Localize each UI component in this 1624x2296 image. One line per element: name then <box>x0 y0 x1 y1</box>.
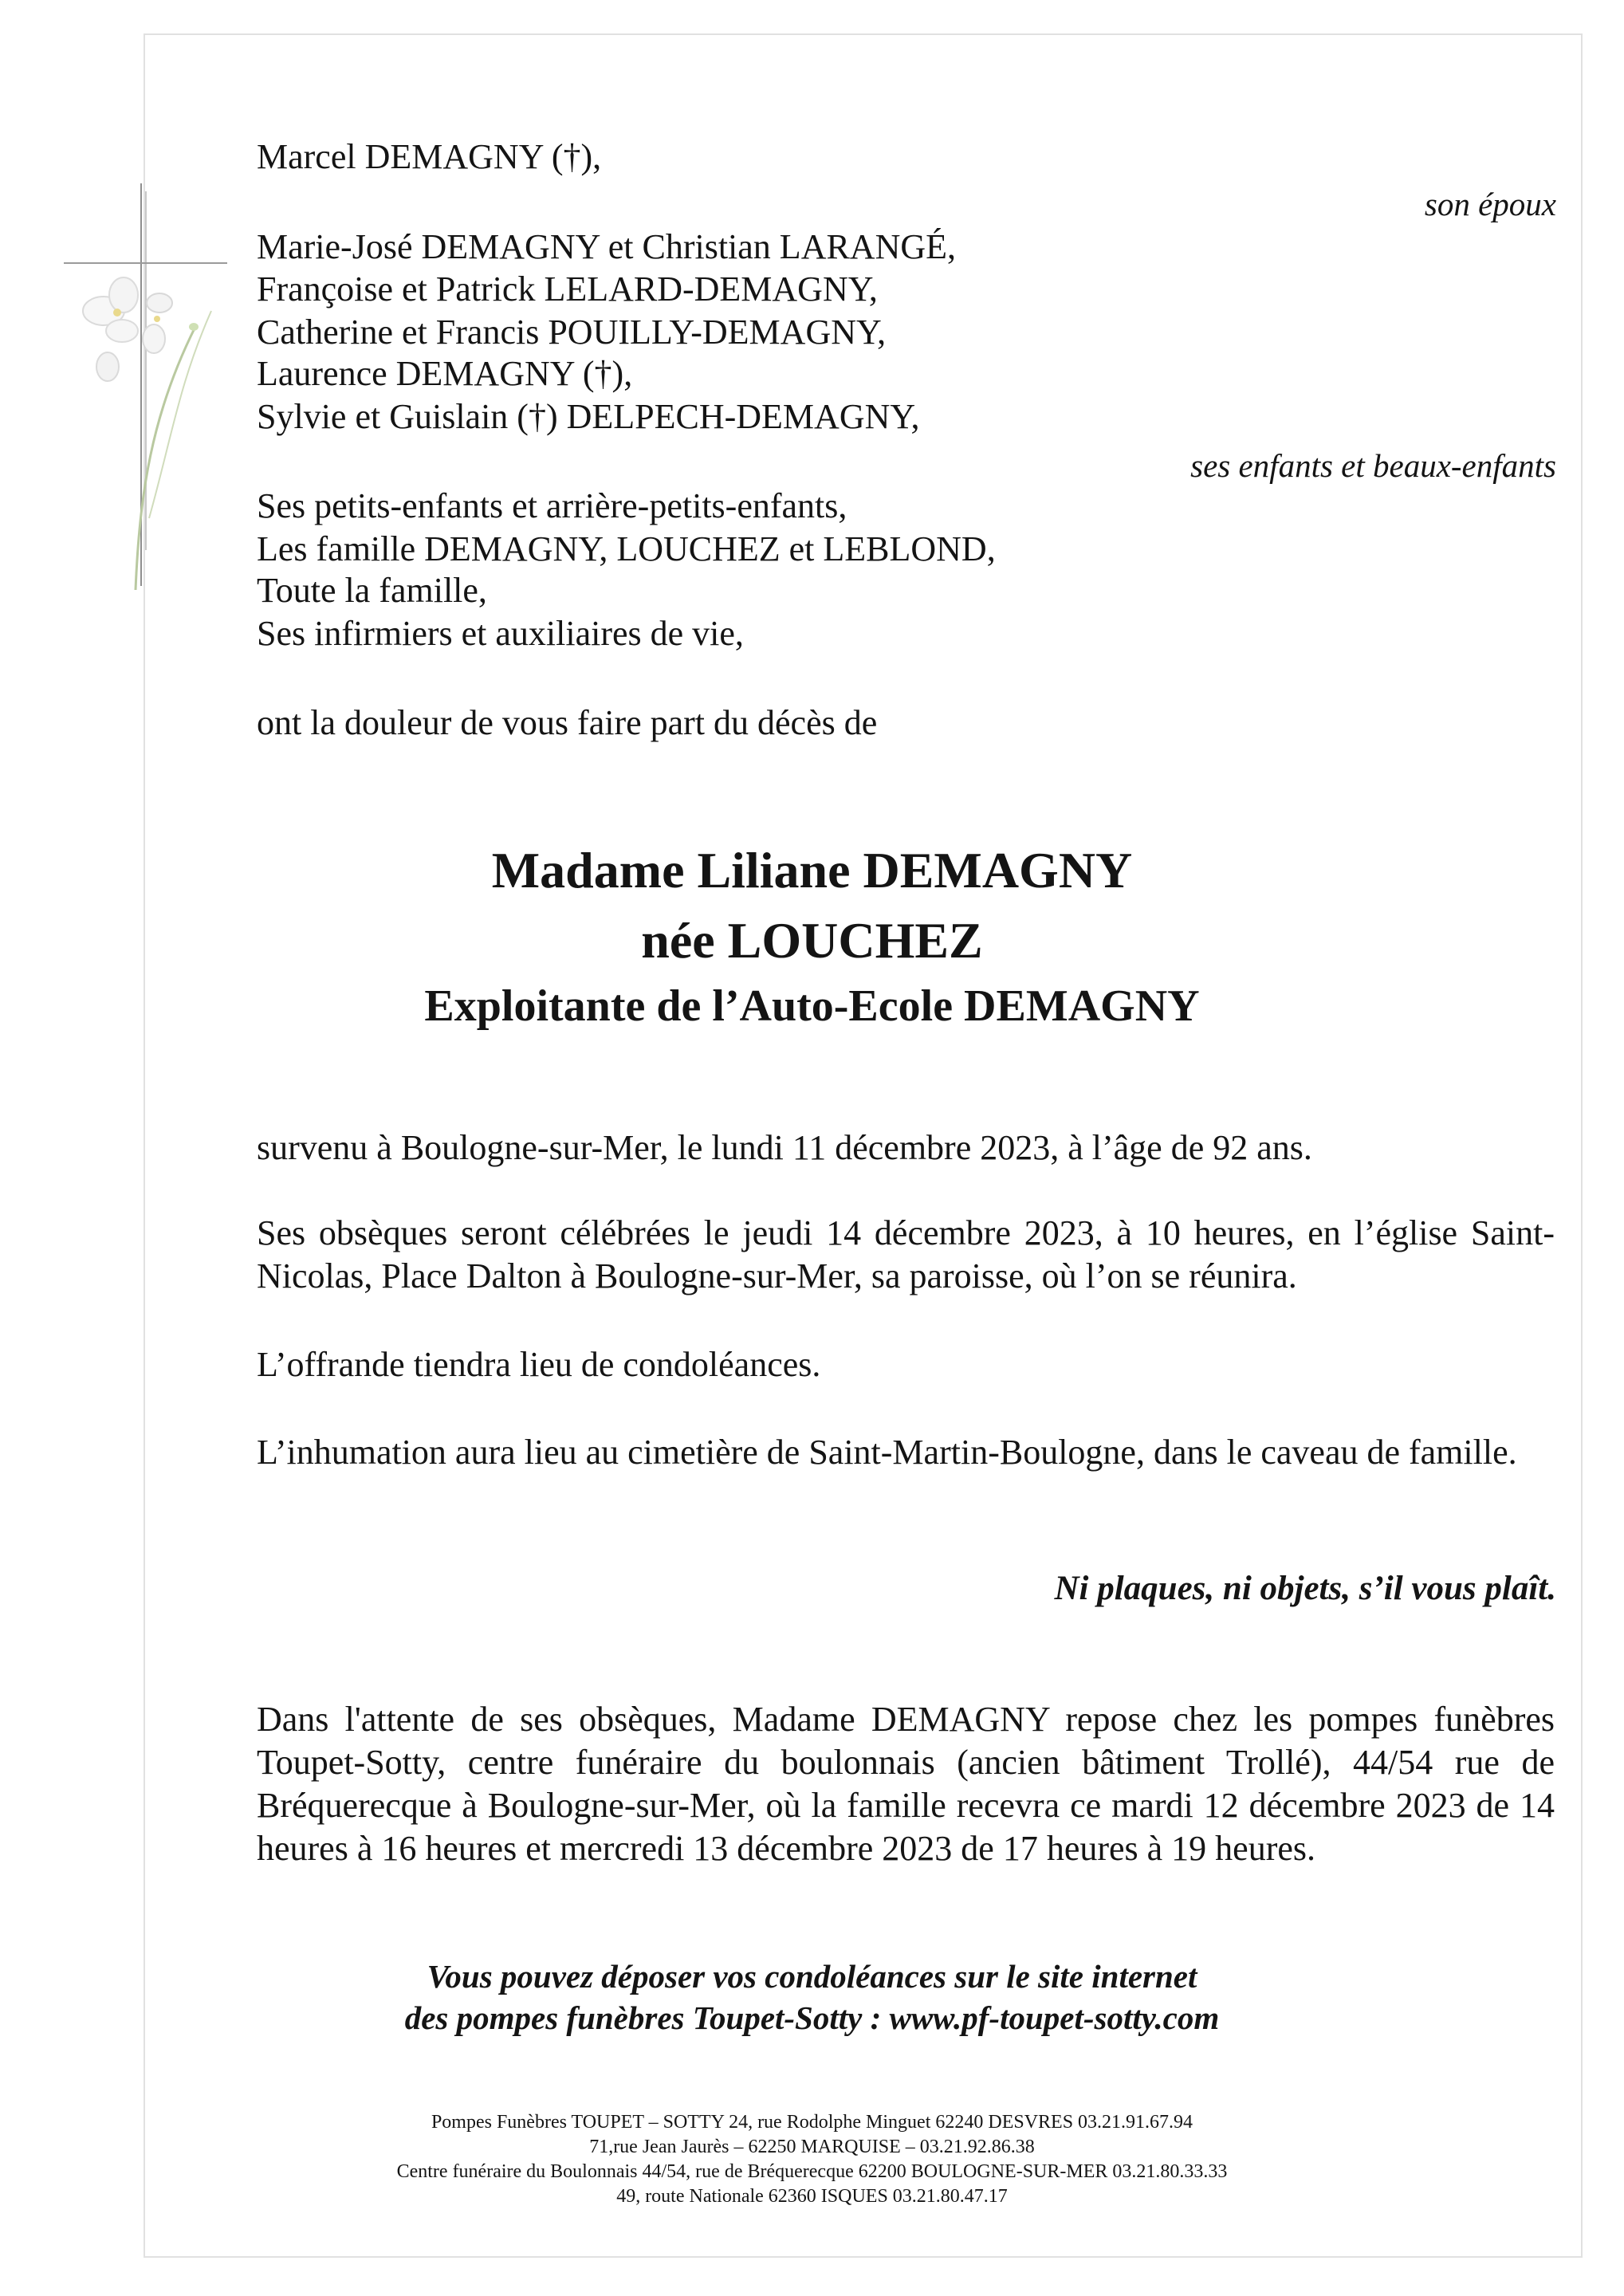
child-line-3: Catherine et Francis POUILLY-DEMAGNY, <box>257 313 887 352</box>
announcement-line: ont la douleur de vous faire part du décès de <box>257 703 878 742</box>
child-line-5: Sylvie et Guislain (†) DELPECH-DEMAGNY, <box>257 397 920 436</box>
children-role: ses enfants et beaux-enfants <box>1190 447 1556 484</box>
death-notice: survenu à Boulogne-sur-Mer, le lundi 11 décembre 2023, à l’âge de 92 ans. <box>257 1128 1312 1167</box>
footer-line-3: Centre funéraire du Boulonnais 44/54, rue de Bréquerecque 62200 BOULOGNE-SUR-MER 03.21.80.33.33 <box>396 2161 1228 2182</box>
other-line-3: Toute la famille, <box>257 571 487 610</box>
spouse-line: Marcel DEMAGNY (†), <box>257 137 602 176</box>
deceased-occupation: Exploitante de l’Auto-Ecole DEMAGNY <box>424 981 1200 1031</box>
funeral-details: Ses obsèques seront célébrées le jeudi 14 décembre 2023, à 10 heures, en l’église Saint-Nicolas, Place Dalton à Boulogne-sur-Mer, sa paroisse, où l’on se réunira. <box>257 1213 1555 1295</box>
child-line-2: Françoise et Patrick LELARD-DEMAGNY, <box>257 269 878 309</box>
other-line-2: Les famille DEMAGNY, LOUCHEZ et LEBLOND, <box>257 529 996 568</box>
deceased-maiden-name: née LOUCHEZ <box>641 912 983 969</box>
footer-line-1: Pompes Funèbres TOUPET – SOTTY 24, rue Rodolphe Minguet 62240 DESVRES 03.21.91.67.94 <box>431 2112 1193 2133</box>
child-line-1: Marie-José DEMAGNY et Christian LARANGÉ, <box>257 227 957 266</box>
cross-orchid-illustration <box>60 175 243 590</box>
other-line-1: Ses petits-enfants et arrière-petits-enfants, <box>257 486 847 525</box>
deceased-name: Madame Liliane DEMAGNY <box>491 842 1133 898</box>
spouse-role: son époux <box>1424 186 1556 222</box>
child-line-4: Laurence DEMAGNY (†), <box>257 354 633 393</box>
other-line-4: Ses infirmiers et auxiliaires de vie, <box>257 614 744 653</box>
footer-line-4: 49, route Nationale 62360 ISQUES 03.21.80.47.17 <box>616 2186 1008 2207</box>
viewing-details: Dans l'attente de ses obsèques, Madame DEMAGNY repose chez les pompes funèbres Toupet-Sotty, centre funéraire du boulonnais (ancien bâtiment Trollé), 44/54 rue de Bréquerecque à Boulogne-sur-Mer, où la famille recevra ce mardi 12 décembre 2023 de 14 heures à 16 heures et mercredi 13 décembre 2023 de 17 heures à 19 heures. <box>257 1700 1555 1868</box>
condolences-line-1: Vous pouvez déposer vos condoléances sur le site internet <box>427 1958 1197 1995</box>
footer-line-2: 71,rue Jean Jaurès – 62250 MARQUISE – 03.21.92.86.38 <box>589 2137 1035 2157</box>
offering-note: L’offrande tiendra lieu de condoléances. <box>257 1345 821 1384</box>
burial-details: L’inhumation aura lieu au cimetière de Saint-Martin-Boulogne, dans le caveau de famille. <box>257 1433 1517 1472</box>
condolences-line-2: des pompes funèbres Toupet-Sotty : www.pf-toupet-sotty.com <box>404 1999 1220 2036</box>
no-plaques-note: Ni plaques, ni objets, s’il vous plaît. <box>1054 1570 1556 1607</box>
